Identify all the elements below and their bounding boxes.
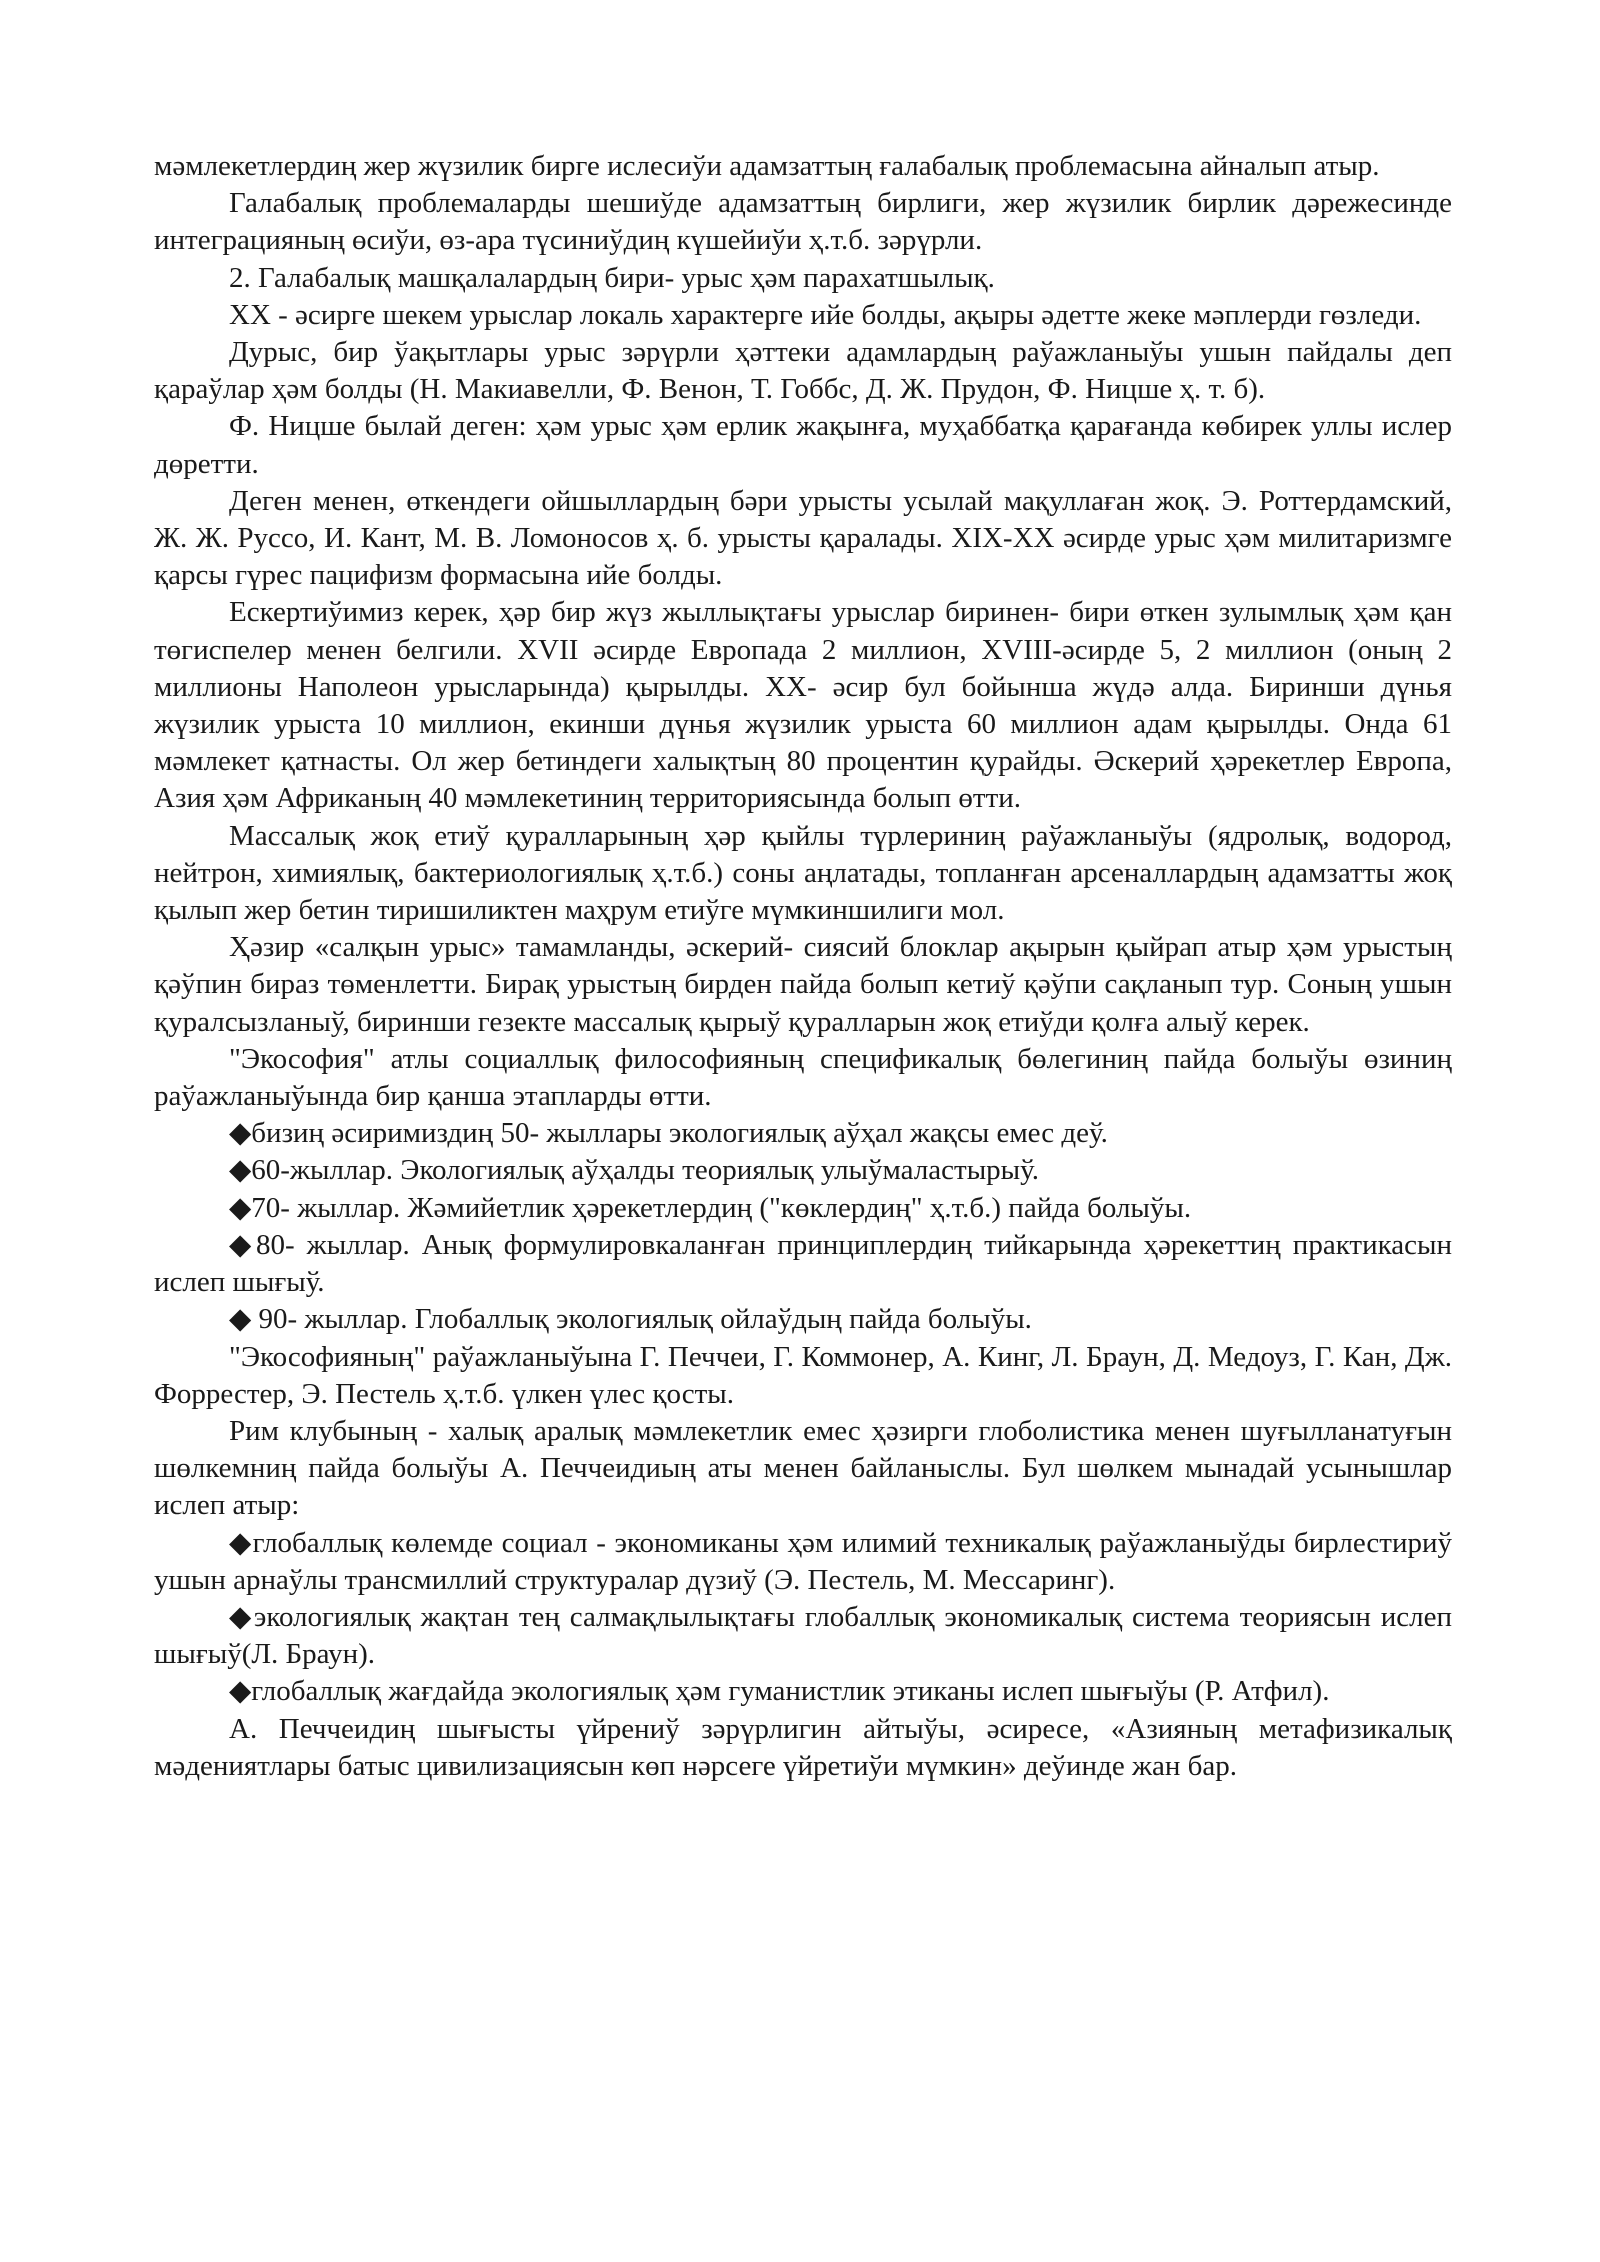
bullet-item: ◆ 90- жыллар. Глобаллық экологиялық ойлаўдың пайда болыўы. <box>229 1303 1032 1336</box>
paragraph: XX - әсирге шекем урыслар локаль характерге ийе болды, ақыры әдетте жеке мәплерди гөзледи. <box>229 298 1422 331</box>
document-body <box>154 148 1452 1785</box>
paragraph: мәмлекетлердиң жер жүзилик бирге ислесиўи адамзаттың ғалабалық проблемасына айналып атыр. <box>154 150 1380 182</box>
bullet-item: ◆экологиялық жақтан тең салмақлылықтағы глобаллық экономикалық система теориясын ислеп шығыў(Л. Браун). <box>154 1600 1452 1671</box>
bullet-item: ◆60-жыллар. Экологиялық аўҳалды теориялық улыўмаластырыў. <box>229 1154 1040 1187</box>
paragraph: А. Печчеидиң шығысты үйрениў зәрүрлигин айтыўы, әсиресе, «Азияның метафизикалық мәдениятлары батыс цивилизациясын көп нәрсеге үйретиўи мүмкин» деўинде жан бар. <box>154 1712 1452 1782</box>
paragraph: Массалық жоқ етиў қуралларының ҳәр қыйлы түрлериниң раўажланыўы (ядролық, водород, нейтрон, химиялық, бактериологиялық ҳ.т.б.) соны аңлатады, топланған арсеналлардың адамзатты жоқ қылып жер бетин тиришиликтен маҳрум етиўге мүмкиншилиги мол. <box>154 819 1452 927</box>
bullet-item: ◆70- жыллар. Жәмийетлик ҳәрекетлердиң ("көклердиң" ҳ.т.б.) пайда болыўы. <box>229 1191 1192 1224</box>
paragraph: Ескертиўимиз керек, ҳәр бир жүз жыллықтағы урыслар биринен- бири өткен зулымлық ҳәм қан төгиспелер менен белгили. XVII әсирде Европада 2 миллион, XVIII-әсирде 5, 2 миллион (оның 2 миллионы Наполеон урысларында) қырылды. XX- әсир бул бойынша жүдә алда. Биринши дүнья жүзилик урыста 10 миллион, екинши дүнья жүзилик урыста 60 миллион адам қырылды. Онда 61 мәмлекет қатнасты. Ол жер бетиндеги халықтың 80 процентин қурайды. Әскерий ҳәрекетлер Европа, Азия ҳәм Африканың 40 мәмлекетиниң территориясында болып өтти. <box>154 596 1452 815</box>
bullet-item: ◆80- жыллар. Анық формулировкаланған принциплердиң тийкарында ҳәрекеттиң практикасын ислеп шығыў. <box>154 1228 1452 1299</box>
bullet-item: ◆бизиң әсиримиздиң 50- жыллары экологиялық аўҳал жақсы емес деў. <box>229 1117 1108 1150</box>
bullet-item: ◆глобаллық жағдайда экологиялық ҳәм гуманистлик этиканы ислеп шығыўы (Р. Атфил). <box>229 1675 1330 1708</box>
bullet-item: ◆глобаллық көлемде социал - экономиканы ҳәм илимий техникалық раўажланыўды бирлестириў ушын арнаўлы трансмиллий структуралар дүзиў (Э. Пестель, М. Мессаринг). <box>154 1526 1452 1596</box>
paragraph: Рим клубының - халық аралық мәмлекетлик емес ҳәзирги глоболистика менен шуғылланатуғын шөлкемниң пайда болыўы А. Печчеидиың аты менен байланыслы. Бул шөлкем мынадай усынышлар ислеп атыр: <box>154 1414 1452 1522</box>
paragraph: Деген менен, өткендеги ойшыллардың бәри урысты усылай мақуллаған жоқ. Э. Роттердамский, Ж. Ж. Руссо, И. Кант, М. В. Ломоносов ҳ. б. урысты қаралады. XIX-XX әсирде урыс ҳәм милитаризмге қарсы гүрес пацифизм формасына ийе болды. <box>154 484 1452 592</box>
paragraph: "Экософияның" раўажланыўына Г. Печчеи, Г. Коммонер, А. Кинг, Л. Браун, Д. Медоуз, Г. Кан, Дж. Форрестер, Э. Пестель ҳ.т.б. үлкен үлес қосты. <box>154 1340 1452 1410</box>
paragraph: "Экософия" атлы социаллық философияның спецификалық бөлегиниң пайда болыўы өзиниң раўажланыўында бир қанша этапларды өтти. <box>154 1042 1452 1113</box>
paragraph: Галабалық проблемаларды шешиўде адамзаттың бирлиги, жер жүзилик бирлик дәрежесинде интеграцияның өсиўи, өз-ара түсиниўдиң күшейиўи ҳ.т.б. зәрүрли. <box>154 187 1452 257</box>
paragraph: Ф. Ницше былай деген: ҳәм урыс ҳәм ерлик жақынға, муҳаббатқа қарағанда көбирек уллы ислер дөретти. <box>154 410 1452 480</box>
paragraph: 2. Галабалық машқалалардың бири- урыс ҳәм парахатшылық. <box>229 261 995 294</box>
paragraph: Ҳәзир «салқын урыс» тамамланды, әскерий- сиясий блоклар ақырын қыйрап атыр ҳәм урыстың қәўпин бираз төменлетти. Бирақ урыстың бирден пайда болып кетиў қәўпи сақланып тур. Соның ушын қуралсызланыў, биринши гезекте массалық қырыў қуралларын жоқ етиўди қолға алыў керек. <box>154 931 1452 1038</box>
paragraph: Дурыс, бир ўақытлары урыс зәрүрли ҳәттеки адамлардың раўажланыўы ушын пайдалы деп қараўлар ҳәм болды (Н. Макиавелли, Ф. Венон, Т. Гоббс, Д. Ж. Прудон, Ф. Ницше ҳ. т. б). <box>154 336 1452 406</box>
